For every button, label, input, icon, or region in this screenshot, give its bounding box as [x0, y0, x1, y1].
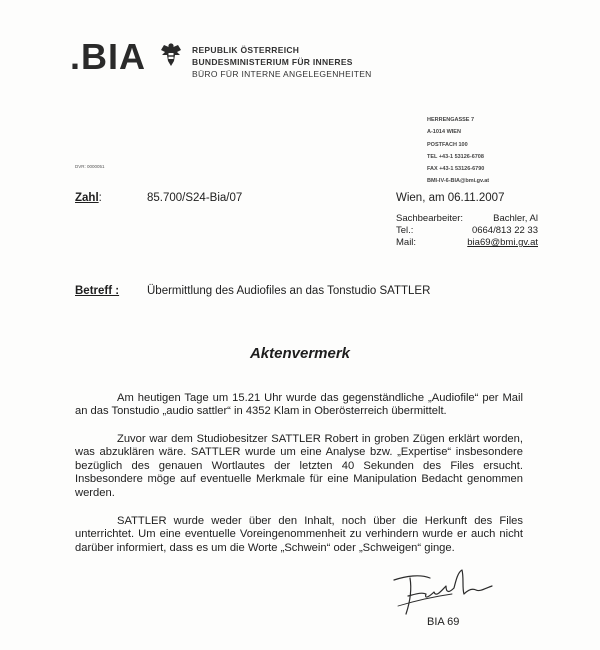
handwritten-signature: [388, 566, 498, 618]
ministry-line-2: BUNDESMINISTERIUM FÜR INNERES: [192, 57, 353, 67]
mail-label: Mail:: [396, 237, 417, 248]
address-pobox: POSTFACH 100: [427, 141, 468, 148]
ministry-line-1: REPUBLIK ÖSTERREICH: [192, 45, 300, 55]
address-fax: FAX +43-1 53126-6790: [427, 166, 485, 173]
address-block: [427, 114, 489, 188]
contact-block: [396, 213, 538, 249]
ministry-line-3: BÜRO FÜR INTERNE ANGELEGENHEITEN: [192, 69, 372, 79]
address-email: BMI-IV-6-BIA@bmi.gv.at: [427, 178, 490, 185]
paragraph-3: SATTLER wurde weder über den Inhalt, noch über die Herkunft des Files unterrichtet. Um eine eventuelle Voreingenommenheit zu verhindern wurde er auch nicht darüber informiert, dass es um die Worte „Schwein“ oder „Schweigen“ ginge.: [75, 515, 523, 554]
zahl-field: Zahl:: [75, 192, 102, 204]
place-date: Wien, am 06.11.2007: [396, 192, 505, 204]
subject-text: Übermittlung des Audiofiles an das Tonstudio SATTLER: [147, 285, 431, 297]
dvr-number: DVR: 0000051: [75, 164, 105, 169]
tel-label: Tel.:: [396, 225, 414, 236]
ministry-block: [192, 44, 372, 80]
subject-label: Betreff :: [75, 285, 120, 297]
clerk-label: Sachbearbeiter:: [396, 213, 464, 224]
zahl-label: Zahl: [75, 192, 99, 204]
signature-caption: BIA 69: [427, 616, 460, 628]
address-city: A-1014 WIEN: [427, 129, 461, 136]
zahl-value: 85.700/S24-Bia/07: [147, 192, 243, 204]
tel-value: 0664/813 22 33: [471, 225, 538, 236]
paragraph-1: Am heutigen Tage um 15.21 Uhr wurde das gegenständliche „Audiofile“ per Mail an das Tonstudio „audio sattler“ in 4352 Klam in Oberösterreich übermittelt.: [75, 392, 523, 418]
paragraph-2: Zuvor war dem Studiobesitzer SATTLER Robert in groben Zügen erklärt worden, was abzuklären wäre. SATTLER wurde um eine Analyse bzw. „Expertise“ insbesondere bezüglich des genauen Wortlautes der letzten 40 Sekunden des Files ersucht. Insbesondere möge auf eventuelle Merkmale für eine Manipulation Bedacht genommen werden.: [75, 433, 523, 499]
clerk-value: Bachler, Al: [493, 213, 538, 224]
mail-link[interactable]: bia69@bmi.gv.at: [467, 237, 538, 248]
document-title: Aktenvermerk: [249, 345, 351, 362]
address-tel: TEL +43-1 53126-6708: [427, 153, 484, 160]
address-street: HERRENGASSE 7: [427, 117, 475, 123]
eagle-coat-of-arms-icon: [160, 42, 182, 68]
bia-logo: .BIA: [70, 36, 146, 77]
